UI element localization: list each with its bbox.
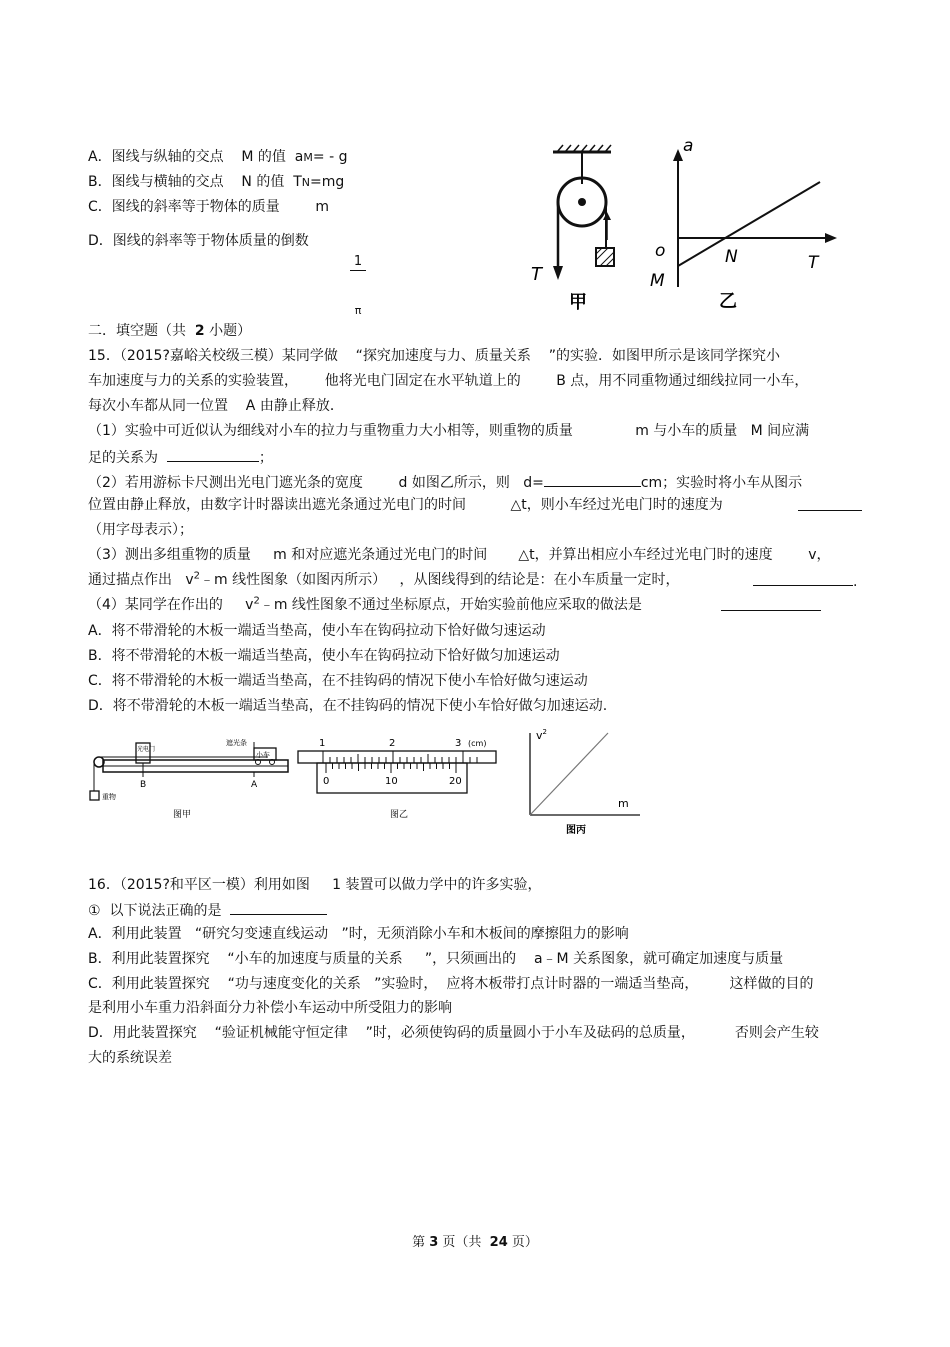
q15-line-3: 每次小车都从同一位置 A 由静止释放． — [88, 398, 344, 414]
main-scale-1: 1 — [319, 738, 326, 749]
q15-line-1: 15．（2015?嘉峪关校级三模）某同学做 “探究加速度与力、质量关系 ”的实验．如图甲所示是该同学探究小 — [88, 348, 780, 364]
fraction-denominator: π — [354, 304, 362, 317]
q16-option-d-line-1: D．用此装置探究 “验证机械能守恒定律 ”时，必须使钩码的质量圆小于小车及砝码的总质量， 否则会产生较 — [88, 1025, 819, 1041]
answer-blank — [167, 447, 259, 462]
figure-caption-jia: 甲 — [569, 292, 587, 313]
point-a-label: A — [251, 780, 258, 790]
axis-label-m: m — [618, 797, 629, 810]
point-b-label: B — [140, 780, 147, 790]
unit-label: (cm) — [468, 739, 487, 748]
a-t-graph — [645, 135, 840, 315]
q15-part1-line-1: （1）实验中可近似认为细线对小车的拉力与重物重力大小相等，则重物的质量 m 与小车的质量 M 间应满 — [88, 423, 810, 439]
apparatus-figure — [88, 733, 293, 828]
point-m-label: M — [650, 271, 665, 291]
shading-strip-label: 遮光条 — [226, 739, 247, 747]
answer-blank — [230, 900, 327, 915]
q15-part2-line-1: （2）若用游标卡尺测出光电门遮光条的宽度 d 如图乙所示，则 d= cm；实验时将小车从图示 — [88, 472, 802, 492]
pulley-figure — [525, 140, 635, 315]
q15-part3-line-1: （3）测出多组重物的质量 m 和对应遮光条通过光电门的时间 △t，并算出相应小车经过光电门时的速度 v， — [88, 547, 831, 563]
origin-label: o — [655, 241, 666, 261]
q16-option-a: A．利用此装置 “研究匀变速直线运动 ”时，无须消除小车和木板间的摩擦阻力的影响 — [88, 926, 629, 942]
q14-option-d: D．图线的斜率等于物体质量的倒数 — [88, 233, 309, 249]
axis-label-t: T — [808, 253, 819, 273]
q16-line-1: 16．（2015?和平区一模）利用如图 1 装置可以做力学中的许多实验， — [88, 877, 542, 893]
q15-part2-line-3: （用字母表示）； — [88, 522, 193, 538]
q14-fraction — [350, 222, 366, 335]
cart-label: 小车 — [256, 751, 270, 759]
figure-caption-apparatus: 图甲 — [173, 810, 192, 820]
q16-option-d-line-2: 大的系统误差 — [88, 1050, 172, 1066]
answer-blank: . — [753, 571, 857, 591]
q15-option-d: D．将不带滑轮的木板一端适当垫高，在不挂钩码的情况下使小车恰好做匀加速运动. — [88, 698, 608, 714]
vernier-10: 10 — [385, 776, 398, 787]
axis-label-a: a — [683, 136, 694, 156]
q15-option-c: C．将不带滑轮的木板一端适当垫高，在不挂钩码的情况下使小车恰好做匀速运动 — [88, 673, 588, 689]
q15-part2-line-2: 位置由静止释放，由数字计时器读出遮光条通过光电门的时间 △t，则小车经过光电门时的速度为 — [88, 497, 723, 513]
axis-label-v2: $v^2$ — [536, 728, 547, 742]
vernier-caliper-figure — [295, 733, 500, 828]
photogate-label: 光电门 — [137, 746, 156, 753]
q15-option-a: A．将不带滑轮的木板一端适当垫高，使小车在钩码拉动下恰好做匀速运动 — [88, 623, 546, 639]
q14-option-c: C．图线的斜率等于物体的质量 m — [88, 199, 330, 215]
q15-part1-line-2: 足的关系为 ； — [88, 447, 273, 467]
q16-option-c-line-1: C．利用此装置探究 “功与速度变化的关系 ”实验时， 应将木板带打点计时器的一端适当垫高， 这样做的目的 — [88, 976, 814, 992]
point-n-label: N — [725, 247, 738, 267]
main-scale-3: 3 — [455, 738, 462, 749]
v2-m-graph — [520, 725, 645, 840]
q16-line-2: ① 以下说法正确的是 — [88, 900, 327, 920]
q14-option-b: B．图线与横轴的交点 N 的值 TN=mg — [88, 174, 345, 190]
q15-line-2: 车加速度与力的关系的实验装置， 他将光电门固定在水平轨道上的 B 点，用不同重物通过细线拉同一小车， — [88, 373, 809, 389]
q16-option-c-line-2: 是利用小车重力沿斜面分力补偿小车运动中所受阻力的影响 — [88, 1000, 452, 1016]
fraction-numerator: 1 — [350, 254, 366, 271]
vernier-20: 20 — [449, 776, 462, 787]
section-heading: 二．填空题（共 2 小题） — [88, 323, 252, 339]
answer-blank — [798, 496, 862, 516]
vernier-0: 0 — [323, 776, 330, 787]
weight-label: 重物 — [102, 793, 116, 801]
answer-blank — [544, 472, 641, 487]
figure-caption-caliper: 图乙 — [390, 810, 409, 820]
page-footer: 第 3 页（共 24 页） — [412, 1235, 538, 1250]
figure-caption-graph: 图丙 — [566, 825, 586, 836]
figure-caption-yi: 乙 — [719, 291, 737, 312]
q15-option-b: B．将不带滑轮的木板一端适当垫高，使小车在钩码拉动下恰好做匀加速运动 — [88, 648, 560, 664]
q16-option-b: B．利用此装置探究 “小车的加速度与质量的关系 ”，只须画出的 a﹣M 关系图象，就可确定加速度与质量 — [88, 951, 784, 967]
answer-blank — [721, 596, 821, 616]
q15-part4: （4）某同学在作出的 $v^2﹣m$ 线性图象不通过坐标原点，开始实验前他应采取的做法是 — [88, 595, 642, 613]
q14-option-a: A．图线与纵轴的交点 M 的值 aM= - g — [88, 149, 348, 165]
q15-part3-line-2: 通过描点作出 $v^2﹣m$ 线性图象（如图丙所示） ，从图线得到的结论是：在小车质量一定时， — [88, 570, 680, 588]
main-scale-2: 2 — [389, 738, 396, 749]
tension-label: T — [531, 264, 542, 285]
